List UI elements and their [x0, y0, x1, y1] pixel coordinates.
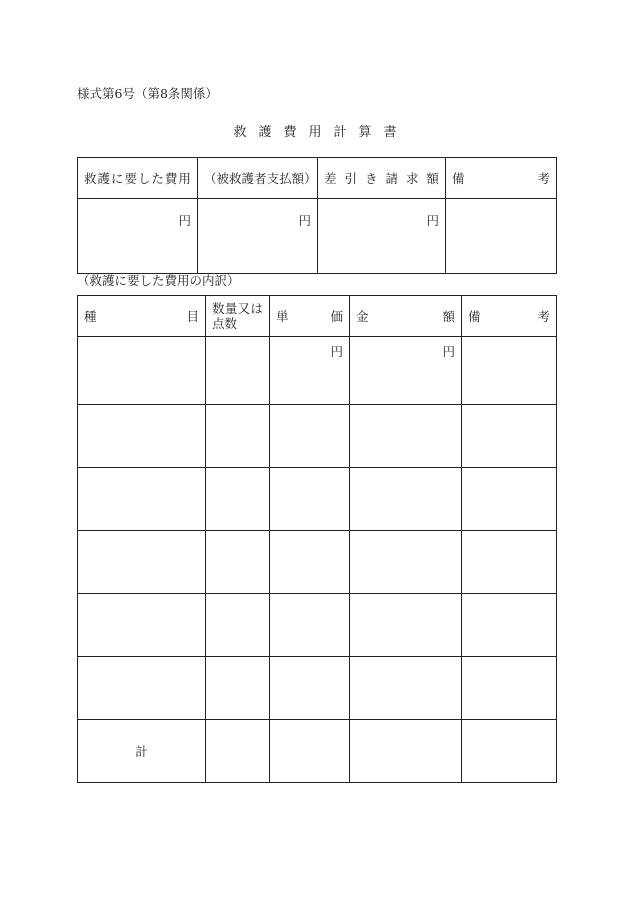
item-cell[interactable]	[78, 405, 206, 468]
item-cell[interactable]	[78, 337, 206, 405]
breakdown-row	[78, 468, 557, 531]
amount-cell[interactable]	[350, 657, 462, 720]
quantity-cell[interactable]	[206, 594, 270, 657]
form-number: 様式第6号（第8条関係）	[77, 86, 218, 101]
unit-price-cell[interactable]	[270, 594, 350, 657]
remarks-cell[interactable]	[462, 657, 557, 720]
total-amount-cell[interactable]	[350, 720, 462, 783]
yen-unit: 円	[442, 344, 455, 359]
breakdown-total-row	[78, 720, 557, 783]
header-label: 数 量 又 は	[212, 301, 263, 316]
summary-remarks-cell[interactable]	[446, 199, 557, 274]
breakdown-row	[78, 405, 557, 468]
quantity-cell[interactable]	[206, 337, 270, 405]
unit-price-cell[interactable]	[270, 657, 350, 720]
summary-col-patient-paid	[198, 158, 318, 199]
unit-price-cell[interactable]	[270, 405, 350, 468]
header-label: 備 考	[452, 171, 550, 186]
quantity-cell[interactable]	[206, 468, 270, 531]
breakdown-col-amount	[350, 296, 462, 337]
total-quantity-cell[interactable]	[206, 720, 270, 783]
remarks-cell[interactable]	[462, 531, 557, 594]
remarks-cell[interactable]	[462, 468, 557, 531]
breakdown-col-quantity: 数 量 又 は 点数	[206, 296, 270, 337]
header-label: 単 価	[276, 309, 343, 324]
header-label: 備 考	[468, 309, 550, 324]
remarks-cell[interactable]	[462, 337, 557, 405]
total-remarks-cell[interactable]	[462, 720, 557, 783]
amount-cell[interactable]	[350, 594, 462, 657]
unit-price-cell[interactable]	[270, 337, 350, 405]
summary-table	[77, 157, 557, 274]
form-title: 救護費用計算書	[233, 125, 409, 140]
summary-col-remarks	[446, 158, 557, 199]
amount-cell[interactable]	[350, 337, 462, 405]
remarks-cell[interactable]	[462, 594, 557, 657]
summary-col-net-claim	[318, 158, 446, 199]
breakdown-row	[78, 337, 557, 405]
quantity-cell[interactable]	[206, 657, 270, 720]
breakdown-header-row	[78, 296, 557, 337]
breakdown-col-item	[78, 296, 206, 337]
breakdown-table	[77, 295, 557, 783]
yen-unit: 円	[330, 344, 343, 359]
summary-header-row	[78, 158, 557, 199]
total-label: 計	[78, 720, 206, 783]
unit-price-cell[interactable]	[270, 468, 350, 531]
amount-cell[interactable]	[350, 405, 462, 468]
header-label: 金 額	[356, 309, 455, 324]
summary-patient-paid-cell[interactable]	[198, 199, 318, 274]
yen-unit: 円	[298, 213, 311, 228]
breakdown-subheading: （救護に要した費用の内訳）	[77, 273, 240, 288]
breakdown-row	[78, 657, 557, 720]
total-unit-price-cell[interactable]	[270, 720, 350, 783]
yen-unit: 円	[178, 213, 191, 228]
summary-rescue-cost-cell[interactable]	[78, 199, 198, 274]
unit-price-cell[interactable]	[270, 531, 350, 594]
header-label: 種 目	[84, 309, 199, 324]
breakdown-col-remarks	[462, 296, 557, 337]
amount-cell[interactable]	[350, 531, 462, 594]
header-label: （ 被 救 護 者 支 払 額 ）	[204, 171, 317, 186]
summary-col-rescue-cost	[78, 158, 198, 199]
remarks-cell[interactable]	[462, 405, 557, 468]
summary-net-claim-cell[interactable]	[318, 199, 446, 274]
header-label: 救 護 に 要 し た 費 用	[84, 171, 191, 186]
item-cell[interactable]	[78, 468, 206, 531]
yen-unit: 円	[426, 213, 439, 228]
item-cell[interactable]	[78, 594, 206, 657]
amount-cell[interactable]	[350, 468, 462, 531]
breakdown-row	[78, 594, 557, 657]
item-cell[interactable]	[78, 531, 206, 594]
breakdown-col-unit-price	[270, 296, 350, 337]
quantity-cell[interactable]	[206, 405, 270, 468]
breakdown-row	[78, 531, 557, 594]
header-label: 差 引 き 請 求 額	[324, 171, 439, 186]
quantity-cell[interactable]	[206, 531, 270, 594]
summary-value-row	[78, 199, 557, 274]
item-cell[interactable]	[78, 657, 206, 720]
